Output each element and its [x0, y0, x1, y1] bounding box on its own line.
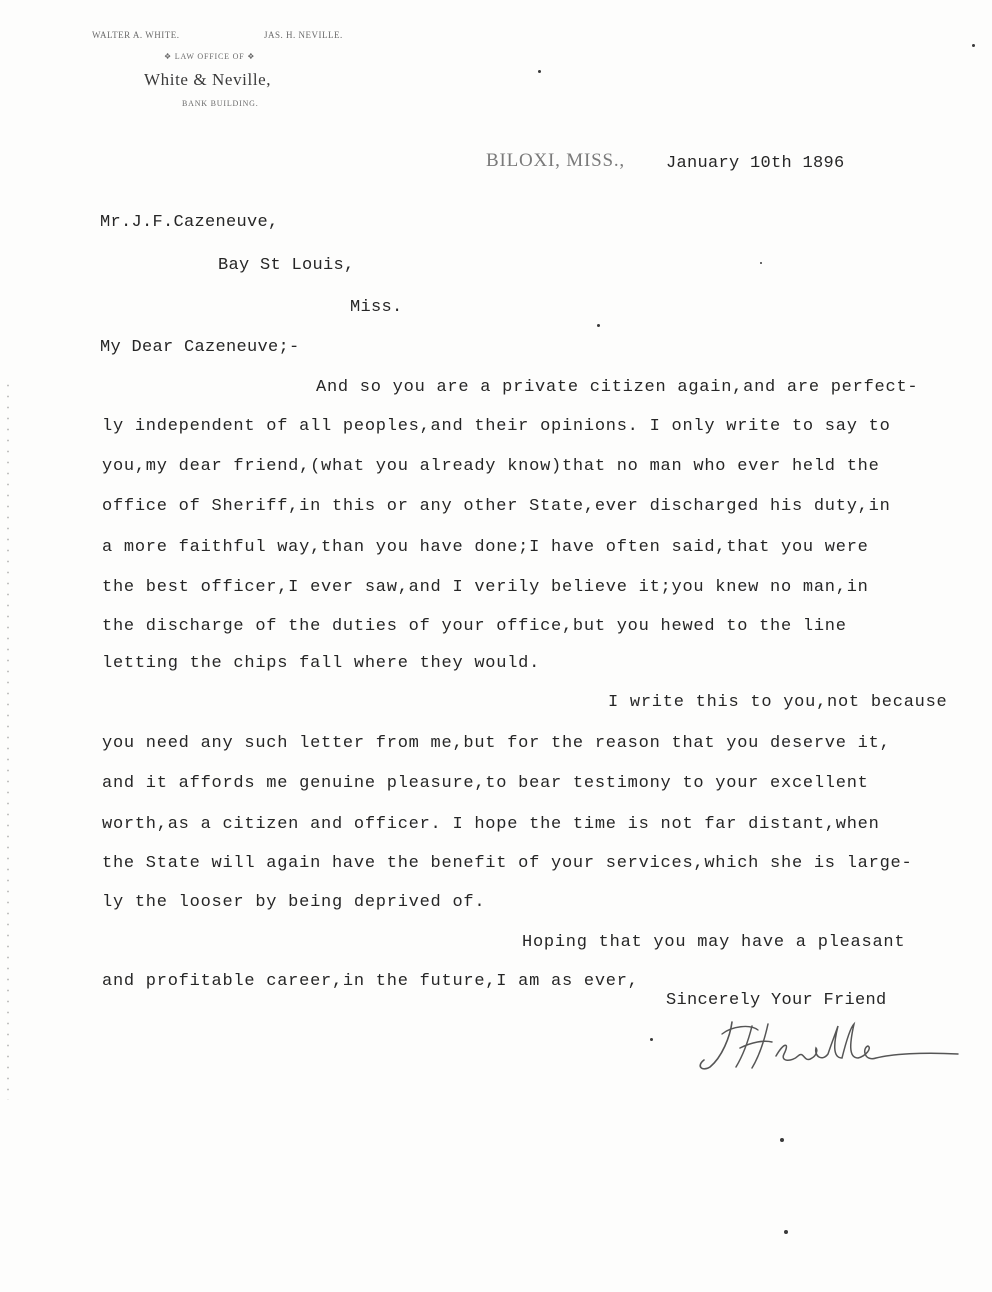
body-line: you need any such letter from me,but for the reason that you deserve it,: [102, 734, 891, 753]
recipient-city: Bay St Louis,: [218, 256, 355, 275]
body-line: ly the looser by being deprived of.: [102, 893, 486, 912]
body-line: worth,as a citizen and officer. I hope the time is not far distant,when: [102, 815, 880, 834]
body-line: a more faithful way,than you have done;I have often said,that you were: [102, 538, 869, 557]
letterhead-partner-right: JAS. H. NEVILLE.: [264, 30, 343, 40]
body-line: I write this to you,not because: [608, 693, 948, 712]
scan-edge-marks: [6, 380, 10, 1100]
body-line: And so you are a private citizen again,and are perfect-: [316, 378, 919, 397]
letterhead-firm-name: White & Neville,: [144, 70, 272, 89]
signature-image: [692, 1012, 972, 1082]
scan-speck: [650, 1038, 653, 1041]
letterhead-office-text: LAW OFFICE OF: [174, 52, 245, 61]
salutation: My Dear Cazeneuve;-: [100, 338, 300, 357]
recipient-state: Miss.: [350, 298, 403, 317]
letterhead-office-line: [164, 52, 255, 61]
scan-speck: [784, 1230, 788, 1234]
letterhead-place: BILOXI, MISS.,: [486, 150, 625, 171]
body-line: the State will again have the benefit of your services,which she is large-: [102, 854, 913, 873]
body-line: letting the chips fall where they would.: [102, 654, 541, 673]
letter-date: January 10th 1896: [666, 154, 845, 173]
closing: Sincerely Your Friend: [666, 991, 887, 1010]
body-line: office of Sheriff,in this or any other State,ever discharged his duty,in: [102, 497, 891, 516]
scan-speck: [780, 1138, 784, 1142]
scan-speck: [760, 262, 762, 264]
scan-speck: [597, 324, 600, 327]
ornament-icon: ❖: [247, 52, 256, 61]
body-line: the best officer,I ever saw,and I verily believe it;you knew no man,in: [102, 578, 869, 597]
body-line: the discharge of the duties of your office,but you hewed to the line: [102, 617, 847, 636]
body-line: and it affords me genuine pleasure,to bear testimony to your excellent: [102, 774, 869, 793]
body-line: ly independent of all peoples,and their opinions. I only write to say to: [102, 417, 891, 436]
scan-speck: [972, 44, 975, 47]
body-line: and profitable career,in the future,I am as ever,: [102, 972, 639, 991]
scan-speck: [538, 70, 541, 73]
letterhead-building: BANK BUILDING.: [182, 99, 259, 108]
body-line: you,my dear friend,(what you already know)that no man who ever held the: [102, 457, 880, 476]
letterhead-partner-left: WALTER A. WHITE.: [92, 30, 180, 40]
body-line: Hoping that you may have a pleasant: [522, 933, 906, 952]
recipient-name: Mr.J.F.Cazeneuve,: [100, 213, 279, 232]
ornament-icon: ❖: [164, 52, 172, 61]
